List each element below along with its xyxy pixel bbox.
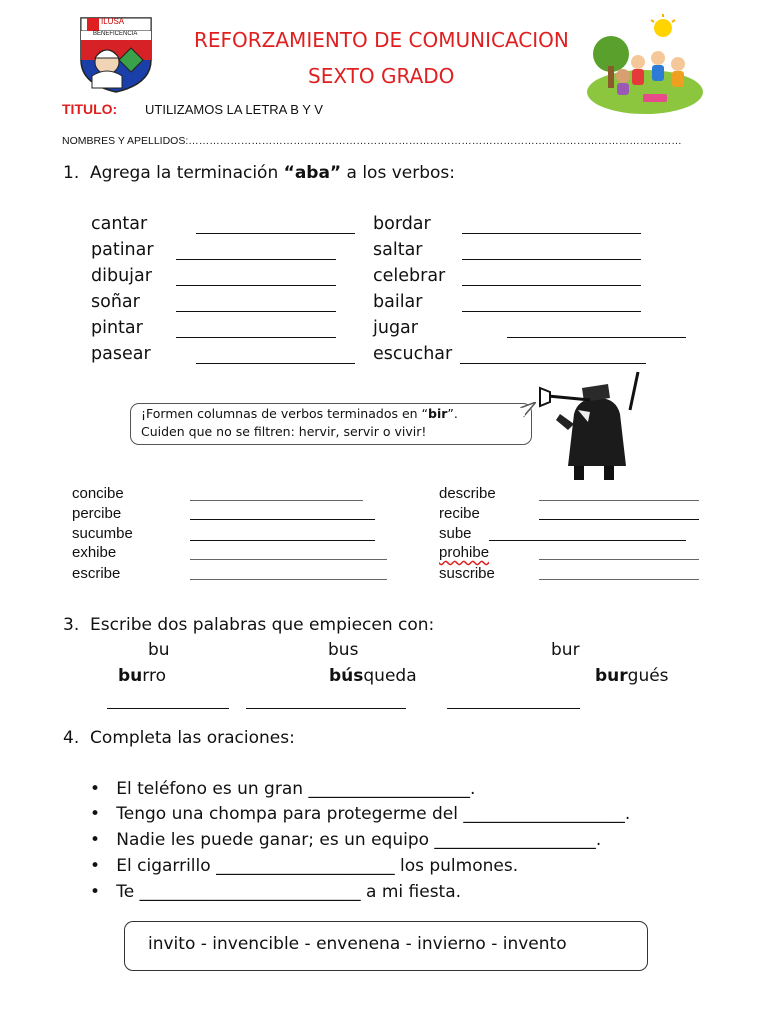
answer-line-bordar[interactable] bbox=[462, 233, 641, 234]
answer-line-saltar[interactable] bbox=[462, 259, 641, 260]
section1-number: 1. bbox=[63, 163, 80, 183]
verb-sonar: soñar bbox=[91, 292, 140, 312]
answer-line-pintar[interactable] bbox=[176, 337, 336, 338]
sentence-2-blank[interactable]: ___________________ bbox=[463, 804, 625, 824]
answer-line-exhibe[interactable] bbox=[190, 559, 387, 560]
page-title-line2: SEXTO GRADO bbox=[308, 64, 455, 88]
word-concibe: concibe bbox=[72, 485, 124, 502]
answer-line-escribe[interactable] bbox=[190, 579, 387, 580]
answer-line-sube[interactable] bbox=[489, 540, 686, 541]
answer-line-describe[interactable] bbox=[539, 500, 699, 501]
verb-pasear: pasear bbox=[91, 344, 151, 364]
answer-line-recibe[interactable] bbox=[539, 519, 699, 520]
section4-instruction: 4. Completa las oraciones: bbox=[63, 728, 295, 748]
verb-pintar: pintar bbox=[91, 318, 143, 338]
example-burgues: burgués bbox=[595, 666, 669, 686]
answer-line-bu[interactable] bbox=[107, 708, 229, 709]
word-describe: describe bbox=[439, 485, 496, 502]
bullet-icon: • bbox=[90, 779, 101, 799]
section1-instruction: 1. Agrega la terminación “aba” a los verbos: bbox=[63, 163, 456, 183]
answer-line-escuchar[interactable] bbox=[460, 363, 646, 364]
page-title-line1: REFORZAMIENTO DE COMUNICACION bbox=[194, 28, 569, 52]
school-logo bbox=[77, 14, 155, 94]
section3-instruction: 3. Escribe dos palabras que empiecen con: bbox=[63, 615, 435, 635]
answer-line-cantar[interactable] bbox=[196, 233, 355, 234]
logo-band-text: BENEFICENCIA bbox=[93, 31, 138, 37]
answer-line-jugar[interactable] bbox=[507, 337, 686, 338]
answer-line-pasear[interactable] bbox=[196, 363, 355, 364]
word-sube: sube bbox=[439, 525, 472, 542]
children-picnic-illustration bbox=[583, 14, 705, 116]
verb-bailar: bailar bbox=[373, 292, 423, 312]
speech-bubble-tail bbox=[520, 402, 536, 418]
word-bank: invito - invencible - envenena - invierno - invento bbox=[148, 934, 567, 954]
answer-line-concibe[interactable] bbox=[190, 500, 363, 501]
prefix-bus: bus bbox=[328, 640, 359, 660]
answer-line-celebrar[interactable] bbox=[462, 285, 641, 286]
answer-line-sonar[interactable] bbox=[176, 311, 336, 312]
answer-line-suscribe[interactable] bbox=[539, 579, 699, 580]
trumpet-player-illustration bbox=[538, 370, 648, 484]
prefix-bur: bur bbox=[551, 640, 580, 660]
bubble-line2: Cuiden que no se filtren: hervir, servir o vivir! bbox=[141, 424, 427, 439]
sentence-5-blank[interactable]: __________________________ bbox=[139, 882, 361, 902]
answer-line-sucumbe[interactable] bbox=[190, 540, 375, 541]
sentence-1-blank[interactable]: ___________________ bbox=[308, 779, 470, 799]
bullet-icon: • bbox=[90, 830, 101, 850]
sentence-2: • Tengo una chompa para protegerme del ___________________. bbox=[90, 804, 631, 824]
sentence-1: • El teléfono es un gran ___________________. bbox=[90, 779, 476, 799]
answer-line-percibe[interactable] bbox=[190, 519, 375, 520]
answer-line-bailar[interactable] bbox=[462, 311, 641, 312]
answer-line-bus[interactable] bbox=[246, 708, 406, 709]
verb-cantar: cantar bbox=[91, 214, 148, 234]
word-recibe: recibe bbox=[439, 505, 480, 522]
sentence-3: • Nadie les puede ganar; es un equipo ___________________. bbox=[90, 830, 602, 850]
example-busqueda: búsqueda bbox=[329, 666, 417, 686]
word-exhibe: exhibe bbox=[72, 544, 117, 561]
bullet-icon: • bbox=[90, 882, 101, 902]
bubble-line1: ¡Formen columnas de verbos terminados en “bir”. bbox=[141, 406, 458, 421]
sentence-4: • El cigarrillo _____________________ los pulmones. bbox=[90, 856, 519, 876]
names-field[interactable]: NOMBRES Y APELLIDOS:…………………………………………………………………………………………………………………………… bbox=[62, 135, 682, 147]
answer-line-dibujar[interactable] bbox=[176, 285, 336, 286]
word-escribe: escribe bbox=[72, 565, 121, 582]
verb-patinar: patinar bbox=[91, 240, 154, 260]
example-burro: burro bbox=[118, 666, 166, 686]
verb-bordar: bordar bbox=[373, 214, 431, 234]
word-prohibe: prohibe bbox=[439, 544, 490, 561]
titulo-label: TITULO: bbox=[62, 101, 118, 117]
sentence-5: • Te __________________________ a mi fiesta. bbox=[90, 882, 462, 902]
verb-saltar: saltar bbox=[373, 240, 423, 260]
sentence-4-blank[interactable]: _____________________ bbox=[216, 856, 395, 876]
sentence-3-blank[interactable]: ___________________ bbox=[434, 830, 596, 850]
answer-line-bur[interactable] bbox=[447, 708, 580, 709]
bullet-icon: • bbox=[90, 804, 101, 824]
verb-dibujar: dibujar bbox=[91, 266, 152, 286]
prefix-bu: bu bbox=[148, 640, 170, 660]
bullet-icon: • bbox=[90, 856, 101, 876]
verb-escuchar: escuchar bbox=[373, 344, 453, 364]
word-suscribe: suscribe bbox=[439, 565, 495, 582]
logo-top-text: ILUSA bbox=[101, 17, 125, 26]
word-sucumbe: sucumbe bbox=[72, 525, 133, 542]
verb-celebrar: celebrar bbox=[373, 266, 446, 286]
section3-number: 3. bbox=[63, 615, 80, 635]
answer-line-prohibe[interactable] bbox=[539, 559, 699, 560]
section4-number: 4. bbox=[63, 728, 80, 748]
answer-line-patinar[interactable] bbox=[176, 259, 336, 260]
word-percibe: percibe bbox=[72, 505, 122, 522]
verb-jugar: jugar bbox=[373, 318, 418, 338]
titulo-value: UTILIZAMOS LA LETRA B Y V bbox=[145, 102, 323, 117]
